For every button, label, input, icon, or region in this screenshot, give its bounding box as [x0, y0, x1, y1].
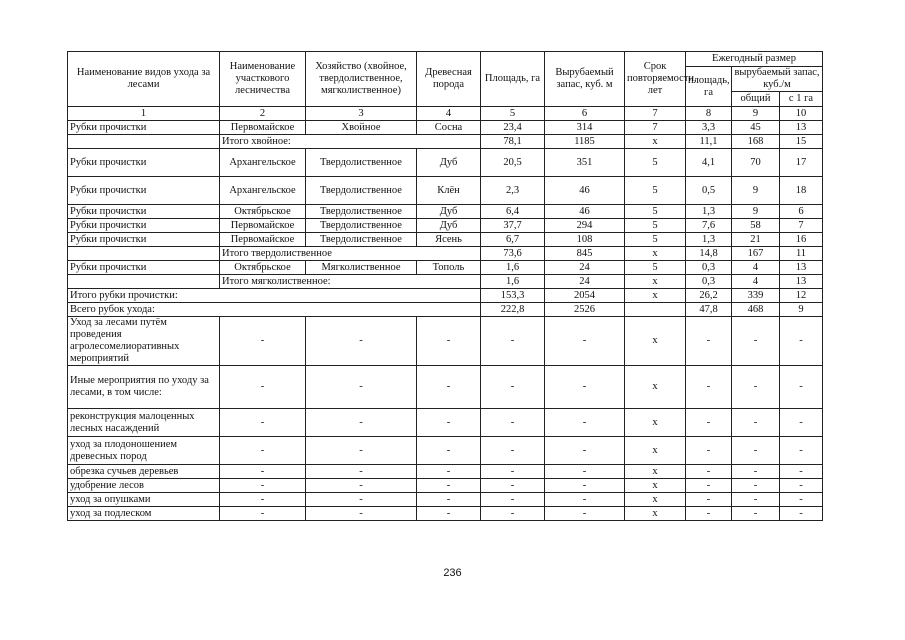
table-body	[68, 121, 823, 521]
table-cell: Твердолиственное	[306, 177, 417, 205]
table-row	[68, 261, 823, 275]
table-cell: -	[732, 507, 780, 521]
table-cell: -	[732, 366, 780, 409]
subtotal-row	[68, 275, 823, 289]
table-cell: 45	[732, 121, 780, 135]
header-harvested-stock: Вырубаемый запас, куб. м	[545, 52, 625, 107]
column-number: 8	[686, 107, 732, 121]
table-cell: х	[625, 493, 686, 507]
table-cell: -	[220, 317, 306, 366]
table-row	[68, 177, 823, 205]
table-cell: 37,7	[481, 219, 545, 233]
table-cell: 58	[732, 219, 780, 233]
table-cell: -	[732, 479, 780, 493]
table-cell: х	[625, 289, 686, 303]
table-cell: 11	[780, 247, 823, 261]
header-annual-stock: вырубаемый запас, куб./м	[732, 67, 823, 92]
activity-name-cell: уход за подлеском	[68, 507, 220, 521]
table-header	[68, 52, 823, 121]
subtotal-label: Итого хвойное:	[220, 135, 481, 149]
total-label: Всего рубок ухода:	[68, 303, 481, 317]
table-cell: х	[625, 366, 686, 409]
table-cell: 15	[780, 135, 823, 149]
column-number: 5	[481, 107, 545, 121]
table-cell: 5	[625, 177, 686, 205]
table-cell: -	[481, 317, 545, 366]
table-cell: х	[625, 479, 686, 493]
table-cell: -	[780, 493, 823, 507]
table-cell: 78,1	[481, 135, 545, 149]
table-cell: -	[481, 493, 545, 507]
table-cell: 73,6	[481, 247, 545, 261]
total-label: Итого рубки прочистки:	[68, 289, 481, 303]
page-number: 236	[443, 567, 462, 579]
column-number: 7	[625, 107, 686, 121]
table-cell: Первомайское	[220, 121, 306, 135]
table-cell: 5	[625, 233, 686, 247]
table-cell: -	[417, 409, 481, 437]
table-cell: -	[220, 465, 306, 479]
table-cell: х	[625, 437, 686, 465]
table-cell: -	[686, 507, 732, 521]
table-cell: 4	[732, 261, 780, 275]
table-cell: Первомайское	[220, 219, 306, 233]
table-cell: Тополь	[417, 261, 481, 275]
table-cell: 0,3	[686, 275, 732, 289]
table-cell: Твердолиственное	[306, 149, 417, 177]
table-cell: 46	[545, 205, 625, 219]
table-cell: 3,3	[686, 121, 732, 135]
table-row	[68, 121, 823, 135]
activity-name-cell: реконструкция малоценных лесных насаждений	[68, 409, 220, 437]
table-cell: 845	[545, 247, 625, 261]
table-cell: -	[481, 409, 545, 437]
table-cell: 314	[545, 121, 625, 135]
table-cell: 5	[625, 219, 686, 233]
activity-name-cell: Рубки прочистки	[68, 233, 220, 247]
table-row	[68, 437, 823, 465]
table-cell: 5	[625, 261, 686, 275]
table-cell: -	[220, 493, 306, 507]
table-cell	[68, 135, 220, 149]
table-cell: 7	[625, 121, 686, 135]
header-annual-size: Ежегодный размер	[686, 52, 823, 67]
table-cell: -	[481, 366, 545, 409]
column-number: 6	[545, 107, 625, 121]
table-row	[68, 409, 823, 437]
header-forest-type: Хозяйство (хвойное, твердолиственное, мягколиственное)	[306, 52, 417, 107]
table-cell: 9	[732, 205, 780, 219]
table-cell: -	[686, 317, 732, 366]
table-cell: -	[732, 437, 780, 465]
table-cell: -	[545, 465, 625, 479]
header-area: Площадь, га	[481, 52, 545, 107]
table-cell: 1,3	[686, 205, 732, 219]
table-cell: Мягколиственное	[306, 261, 417, 275]
table-cell: Архангельское	[220, 177, 306, 205]
table-cell: Твердолиственное	[306, 205, 417, 219]
table-cell: -	[780, 366, 823, 409]
table-cell: Дуб	[417, 149, 481, 177]
subtotal-label: Итого мягколиственное:	[220, 275, 481, 289]
table-cell: -	[686, 409, 732, 437]
table-cell: -	[306, 493, 417, 507]
table-cell	[68, 275, 220, 289]
table-cell: -	[481, 465, 545, 479]
table-cell: Октябрьское	[220, 205, 306, 219]
table-cell: 7,6	[686, 219, 732, 233]
table-cell: Архангельское	[220, 149, 306, 177]
table-cell: Клён	[417, 177, 481, 205]
header-activity-type: Наименование видов ухода за лесами	[68, 52, 220, 107]
table-cell: -	[780, 317, 823, 366]
table-cell: 339	[732, 289, 780, 303]
table-cell: -	[732, 409, 780, 437]
column-number: 9	[732, 107, 780, 121]
table-cell: х	[625, 317, 686, 366]
table-cell: Ясень	[417, 233, 481, 247]
table-cell: -	[417, 366, 481, 409]
table-cell: 16	[780, 233, 823, 247]
table-row	[68, 366, 823, 409]
activity-name-cell: уход за опушками	[68, 493, 220, 507]
activity-name-cell: Рубки прочистки	[68, 261, 220, 275]
table-cell: 47,8	[686, 303, 732, 317]
table-row	[68, 507, 823, 521]
table-cell: -	[732, 493, 780, 507]
table-cell: -	[481, 437, 545, 465]
table-cell: 168	[732, 135, 780, 149]
table-cell: х	[625, 275, 686, 289]
table-cell: 0,5	[686, 177, 732, 205]
table-cell: Сосна	[417, 121, 481, 135]
table-cell: -	[417, 437, 481, 465]
total-row	[68, 289, 823, 303]
header-stock-total: общий	[732, 92, 780, 107]
table-cell: -	[220, 366, 306, 409]
table-cell: -	[220, 507, 306, 521]
table-cell: 153,3	[481, 289, 545, 303]
table-cell: 2,3	[481, 177, 545, 205]
table-cell: х	[625, 465, 686, 479]
table-cell: -	[545, 479, 625, 493]
table-cell: -	[545, 409, 625, 437]
table-cell: -	[732, 465, 780, 479]
table-cell: 9	[732, 177, 780, 205]
activity-name-cell: обрезка сучьев деревьев	[68, 465, 220, 479]
table-cell: 13	[780, 275, 823, 289]
table-cell: 18	[780, 177, 823, 205]
table-cell: 20,5	[481, 149, 545, 177]
table-cell: -	[732, 317, 780, 366]
table-cell: х	[625, 247, 686, 261]
column-number: 2	[220, 107, 306, 121]
activity-name-cell: Уход за лесами путём проведения агролесомелиоративных мероприятий	[68, 317, 220, 366]
column-number-row	[68, 107, 823, 121]
table-cell: 108	[545, 233, 625, 247]
table-cell: 6,7	[481, 233, 545, 247]
table-cell: 222,8	[481, 303, 545, 317]
table-cell: -	[545, 493, 625, 507]
table-cell: 1,6	[481, 275, 545, 289]
activity-name-cell: Рубки прочистки	[68, 219, 220, 233]
table-row	[68, 233, 823, 247]
table-cell: 1,6	[481, 261, 545, 275]
activity-name-cell: Рубки прочистки	[68, 121, 220, 135]
table-cell: -	[686, 493, 732, 507]
column-number: 3	[306, 107, 417, 121]
table-cell: 26,2	[686, 289, 732, 303]
activity-name-cell: удобрение лесов	[68, 479, 220, 493]
table-cell: 11,1	[686, 135, 732, 149]
table-row	[68, 317, 823, 366]
table-cell: -	[306, 366, 417, 409]
table-cell: 17	[780, 149, 823, 177]
table-cell	[625, 303, 686, 317]
table-cell: -	[220, 437, 306, 465]
table-cell: Твердолиственное	[306, 233, 417, 247]
table-cell: Дуб	[417, 205, 481, 219]
table-cell: -	[306, 437, 417, 465]
header-repeat-period: Срок повторяемости, лет	[625, 52, 686, 107]
table-cell: 13	[780, 121, 823, 135]
table-cell: -	[220, 479, 306, 493]
table-cell: -	[545, 507, 625, 521]
header-forestry-district: Наименование участкового лесничества	[220, 52, 306, 107]
table-row	[68, 205, 823, 219]
total-row	[68, 303, 823, 317]
subtotal-label: Итого твердолиственное	[220, 247, 481, 261]
table-cell: -	[220, 409, 306, 437]
table-cell: -	[306, 409, 417, 437]
table-cell: -	[780, 409, 823, 437]
subtotal-row	[68, 247, 823, 261]
table-row	[68, 465, 823, 479]
table-cell: -	[686, 366, 732, 409]
table-cell	[68, 247, 220, 261]
table-cell: х	[625, 507, 686, 521]
table-cell: 4,1	[686, 149, 732, 177]
table-cell: Хвойное	[306, 121, 417, 135]
table-cell: 23,4	[481, 121, 545, 135]
table-cell: -	[417, 493, 481, 507]
table-cell: -	[306, 465, 417, 479]
table-cell: 167	[732, 247, 780, 261]
table-cell: 6	[780, 205, 823, 219]
table-cell: -	[545, 437, 625, 465]
table-cell: 12	[780, 289, 823, 303]
table-cell: 0,3	[686, 261, 732, 275]
table-cell: -	[481, 507, 545, 521]
table-cell: х	[625, 409, 686, 437]
table-cell: -	[417, 465, 481, 479]
table-cell: 4	[732, 275, 780, 289]
column-number: 4	[417, 107, 481, 121]
activity-name-cell: Рубки прочистки	[68, 149, 220, 177]
table-cell: 13	[780, 261, 823, 275]
activity-name-cell: Иные мероприятия по уходу за лесами, в том числе:	[68, 366, 220, 409]
table-cell: -	[545, 317, 625, 366]
table-cell: Твердолиственное	[306, 219, 417, 233]
table-cell: 21	[732, 233, 780, 247]
table-cell: -	[780, 479, 823, 493]
column-number: 10	[780, 107, 823, 121]
table-row	[68, 493, 823, 507]
table-cell: 70	[732, 149, 780, 177]
table-cell: Октябрьское	[220, 261, 306, 275]
table-cell: Первомайское	[220, 233, 306, 247]
table-cell: -	[306, 479, 417, 493]
table-row	[68, 149, 823, 177]
table-cell: -	[417, 317, 481, 366]
table-cell: 5	[625, 149, 686, 177]
header-stock-per-ha: с 1 га	[780, 92, 823, 107]
activity-name-cell: Рубки прочистки	[68, 205, 220, 219]
table-cell: -	[780, 465, 823, 479]
column-number: 1	[68, 107, 220, 121]
table-row	[68, 219, 823, 233]
table-cell: -	[545, 366, 625, 409]
subtotal-row	[68, 135, 823, 149]
table-cell: -	[481, 479, 545, 493]
table-cell: -	[686, 465, 732, 479]
table-cell: х	[625, 135, 686, 149]
table-cell: 294	[545, 219, 625, 233]
table-cell: 2054	[545, 289, 625, 303]
header-tree-species: Древесная порода	[417, 52, 481, 107]
table-cell: 468	[732, 303, 780, 317]
activity-name-cell: уход за плодоношением древесных пород	[68, 437, 220, 465]
table-cell: 6,4	[481, 205, 545, 219]
table-cell: -	[780, 507, 823, 521]
table-cell: 14,8	[686, 247, 732, 261]
table-cell: 24	[545, 261, 625, 275]
table-cell: 7	[780, 219, 823, 233]
table-cell: -	[780, 437, 823, 465]
table-cell: 46	[545, 177, 625, 205]
table-cell: 5	[625, 205, 686, 219]
table-cell: -	[306, 507, 417, 521]
forest-care-table	[67, 51, 823, 521]
table-cell: 24	[545, 275, 625, 289]
table-cell: 2526	[545, 303, 625, 317]
table-cell: 1185	[545, 135, 625, 149]
table-cell: 1,3	[686, 233, 732, 247]
table-cell: Дуб	[417, 219, 481, 233]
table-cell: -	[686, 437, 732, 465]
activity-name-cell: Рубки прочистки	[68, 177, 220, 205]
table-row	[68, 479, 823, 493]
table-cell: 9	[780, 303, 823, 317]
table-cell: 351	[545, 149, 625, 177]
table-cell: -	[417, 479, 481, 493]
table-cell: -	[686, 479, 732, 493]
table-cell: -	[417, 507, 481, 521]
header-annual-area: площадь, га	[686, 67, 732, 107]
table-cell: -	[306, 317, 417, 366]
